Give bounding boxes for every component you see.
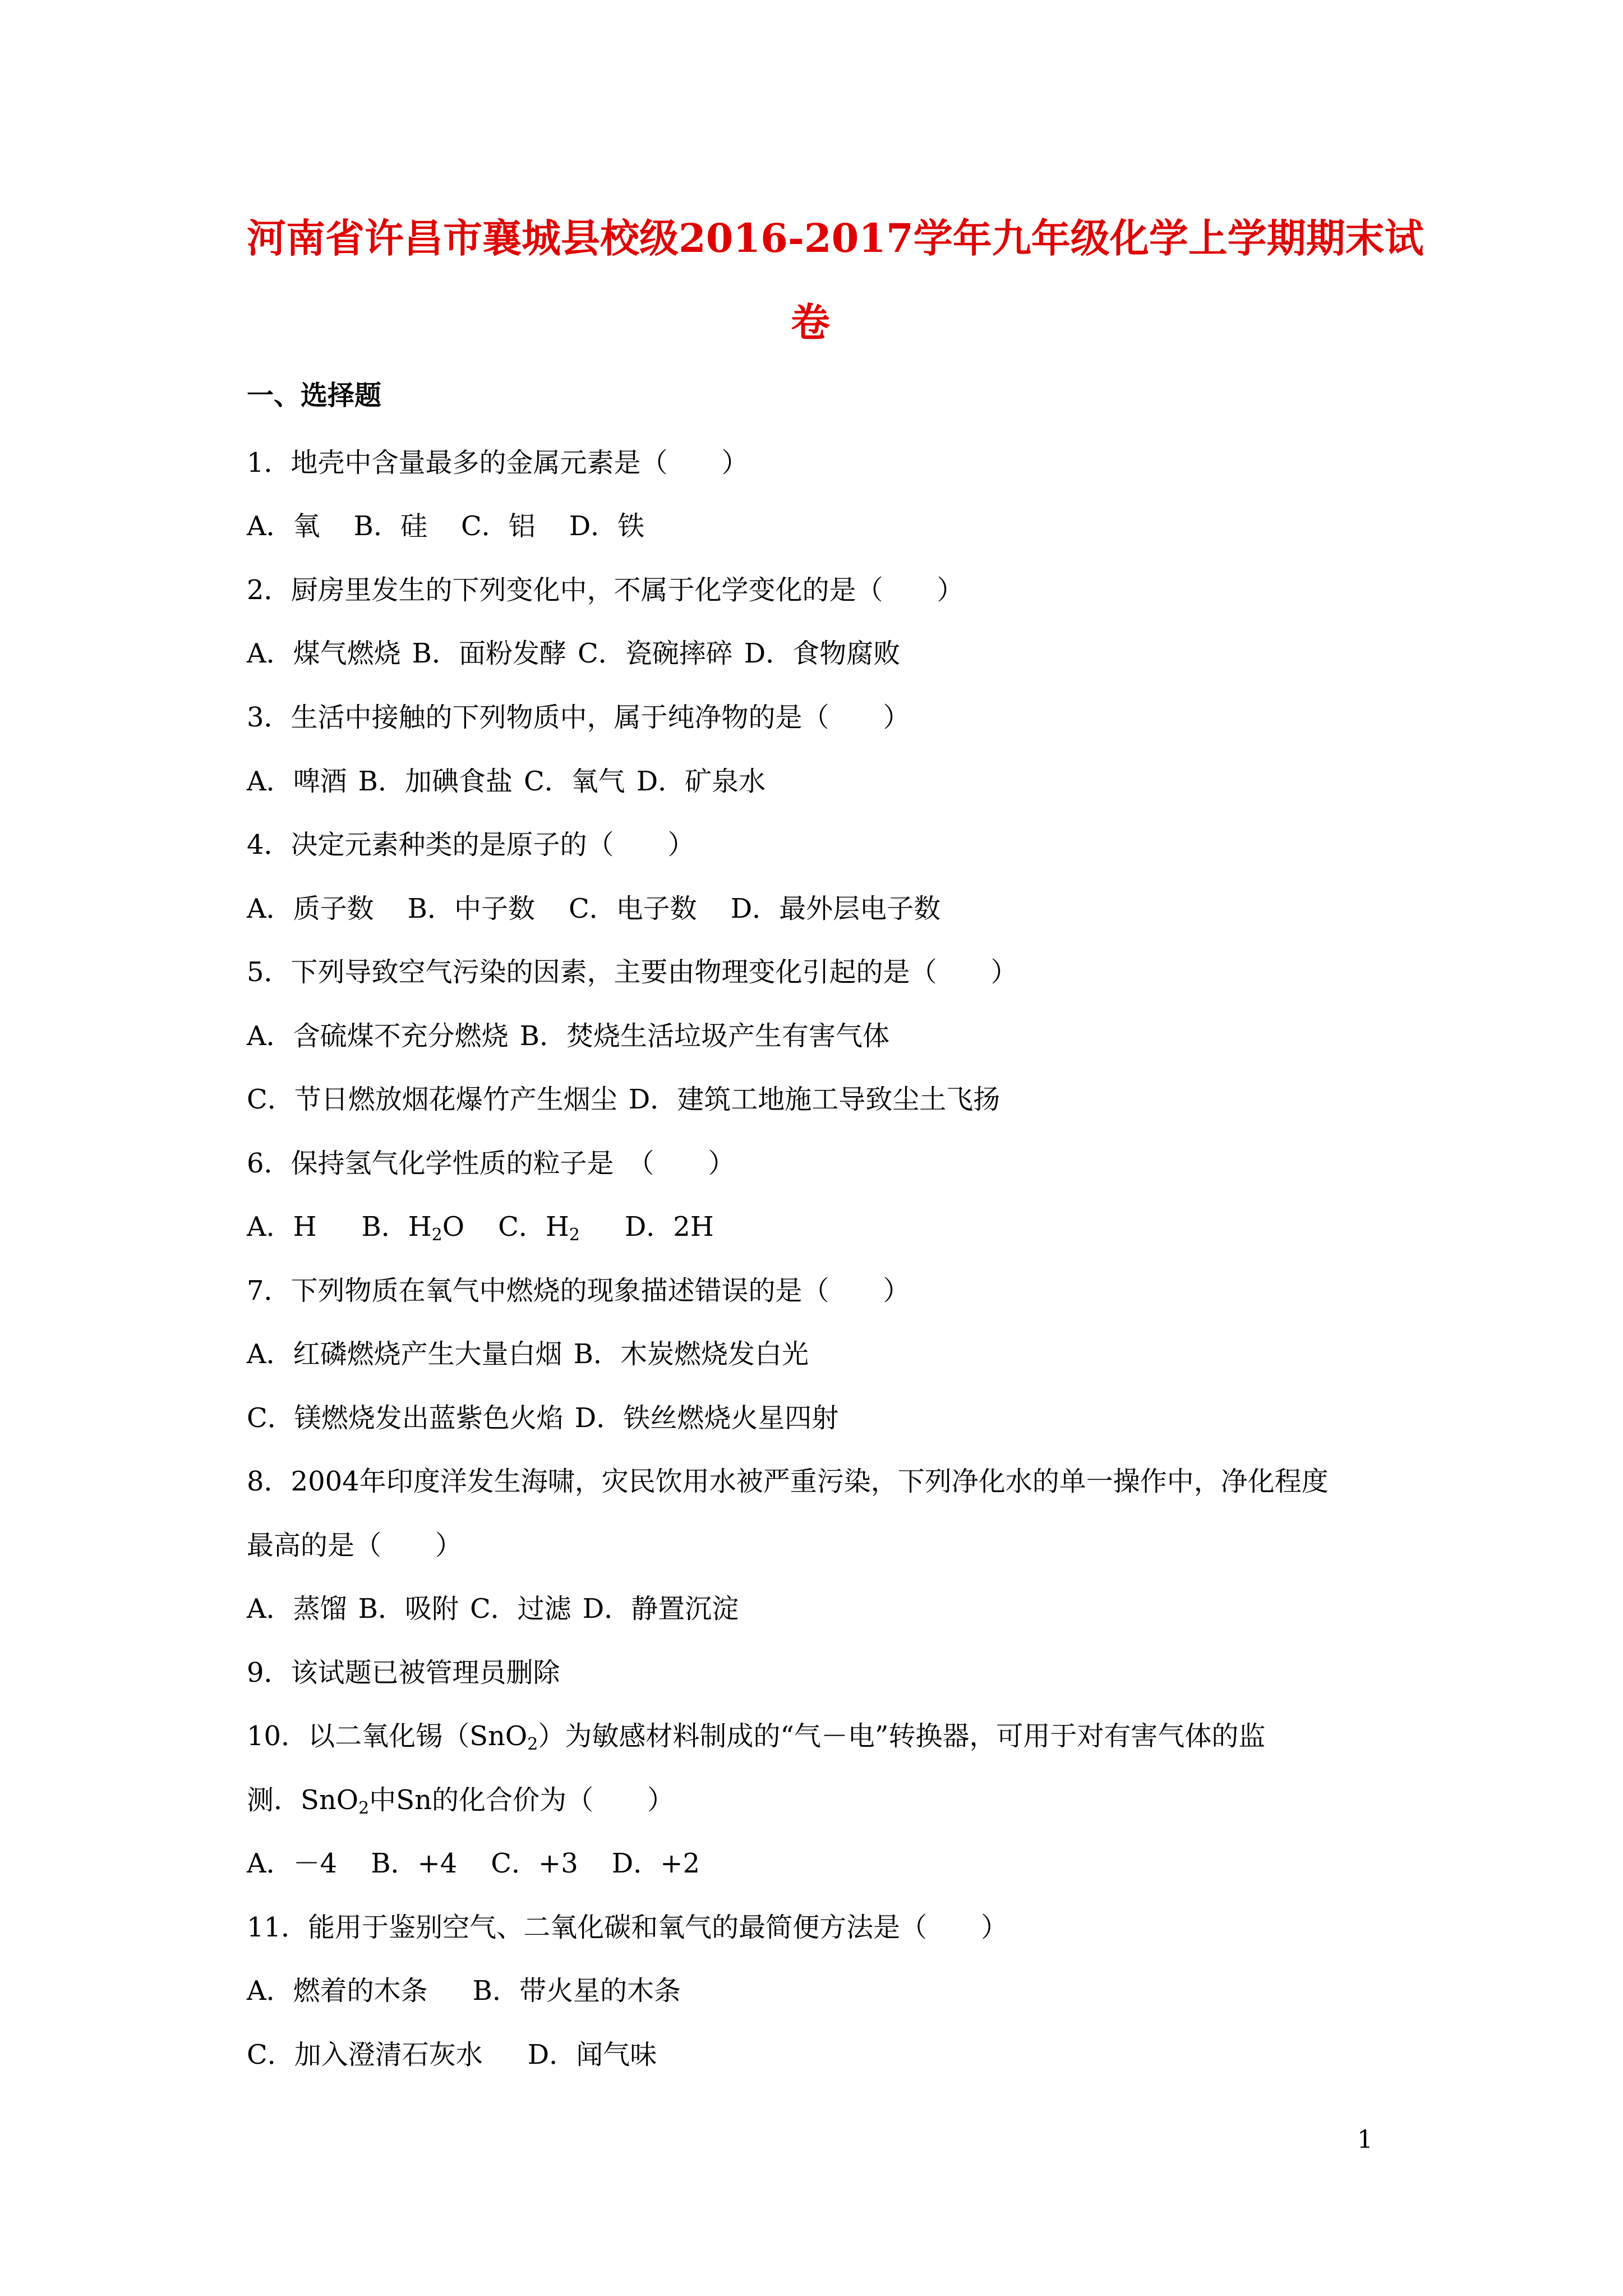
q4-option-a: A．质子数 bbox=[247, 893, 374, 924]
q10-line-1-suffix: ）为敏感材料制成的“气－电”转换器，可用于对有害气体的监 bbox=[538, 1720, 1266, 1752]
section-heading: 一、选择题 bbox=[247, 380, 382, 411]
question-11-options-row-2 bbox=[247, 2038, 657, 2072]
question-7-options-row-1 bbox=[247, 1337, 809, 1371]
q11-option-b: B．带火星的木条 bbox=[472, 1975, 681, 2007]
q10-line-2-prefix: 测．SnO bbox=[247, 1784, 359, 1816]
q1-option-d: D．铁 bbox=[569, 510, 645, 542]
q6-option-a: A．H bbox=[247, 1211, 317, 1243]
q7-option-c: C．镁燃烧发出蓝紫色火焰 bbox=[247, 1402, 564, 1434]
question-10-options bbox=[247, 1847, 700, 1880]
q4-option-d: D．最外层电子数 bbox=[730, 893, 941, 924]
q5-option-d: D．建筑工地施工导致尘土飞扬 bbox=[628, 1084, 1000, 1115]
question-9-stem: 9．该试题已被管理员删除 bbox=[247, 1657, 560, 1688]
q8-option-a: A．蒸馏 bbox=[247, 1593, 347, 1625]
q8-option-c: C．过滤 bbox=[469, 1593, 571, 1625]
q6-option-b bbox=[362, 1210, 465, 1244]
q6-option-d: D．2H bbox=[624, 1211, 714, 1243]
question-10-stem-line-1 bbox=[247, 1719, 1265, 1753]
question-2-stem: 2．厨房里发生的下列变化中，不属于化学变化的是（ ） bbox=[247, 574, 964, 606]
q4-option-c: C．电子数 bbox=[568, 893, 697, 924]
q10-option-b: B．+4 bbox=[371, 1848, 458, 1879]
question-11-options-row-1 bbox=[247, 1974, 681, 2008]
q3-option-b: B．加碘食盐 bbox=[358, 766, 513, 797]
q5-option-c: C．节日燃放烟花爆竹产生烟尘 bbox=[247, 1084, 617, 1115]
question-6-stem: 6．保持氢气化学性质的粒子是 （ ） bbox=[247, 1148, 735, 1179]
question-4-options bbox=[247, 892, 940, 926]
q10-line-1-prefix: 10．以二氧化锡（SnO bbox=[247, 1720, 528, 1752]
q6-option-c-subscript: 2 bbox=[569, 1225, 580, 1245]
q10-option-c: C．+3 bbox=[491, 1848, 578, 1879]
q1-option-b: B．硅 bbox=[353, 510, 427, 542]
q10-line-2-subscript: 2 bbox=[358, 1798, 370, 1818]
question-4-stem: 4．决定元素种类的是原子的（ ） bbox=[247, 829, 695, 861]
question-1-options bbox=[247, 509, 644, 543]
page-number: 1 bbox=[1357, 2125, 1373, 2154]
q11-option-c: C．加入澄清石灰水 bbox=[247, 2039, 483, 2070]
q7-option-b: B．木炭燃烧发白光 bbox=[573, 1338, 809, 1370]
q10-line-2-suffix: 中Sn的化合价为（ ） bbox=[369, 1784, 675, 1816]
q6-option-c-prefix: C．H bbox=[498, 1211, 569, 1243]
q6-option-b-prefix: B．H bbox=[361, 1211, 432, 1243]
question-1-stem: 1．地壳中含量最多的金属元素是（ ） bbox=[247, 447, 749, 478]
q5-option-a: A．含硫煤不充分燃烧 bbox=[247, 1020, 509, 1052]
q1-option-c: C．铝 bbox=[460, 510, 536, 542]
q3-option-c: C．氧气 bbox=[523, 766, 625, 797]
q6-option-c bbox=[498, 1210, 580, 1244]
q11-option-a: A．燃着的木条 bbox=[247, 1975, 428, 2007]
q2-option-d: D．食物腐败 bbox=[744, 638, 901, 669]
q8-option-b: B．吸附 bbox=[358, 1593, 459, 1625]
question-8-options bbox=[247, 1592, 739, 1626]
q1-option-a: A．氧 bbox=[247, 510, 320, 542]
exam-title-line-1: 河南省许昌市襄城县校级2016-2017学年九年级化学上学期期末试 bbox=[247, 215, 1424, 261]
question-7-options-row-2 bbox=[247, 1401, 838, 1435]
q2-option-a: A．煤气燃烧 bbox=[247, 638, 401, 669]
q11-option-d: D．闻气味 bbox=[527, 2039, 657, 2070]
q6-option-b-subscript: 2 bbox=[431, 1225, 442, 1245]
question-8-stem-line-1: 8．2004年印度洋发生海啸，灾民饮用水被严重污染，下列净化水的单一操作中，净化程度 bbox=[247, 1466, 1329, 1497]
q2-option-b: B．面粉发酵 bbox=[412, 638, 566, 669]
question-10-stem-line-2 bbox=[247, 1783, 674, 1817]
question-2-options bbox=[247, 637, 900, 670]
exam-title-line-2: 卷 bbox=[791, 299, 830, 346]
question-3-stem: 3．生活中接触的下列物质中，属于纯净物的是（ ） bbox=[247, 702, 910, 733]
question-5-options-row-2 bbox=[247, 1083, 1000, 1116]
q7-option-a: A．红磷燃烧产生大量白烟 bbox=[247, 1338, 562, 1370]
q3-option-d: D．矿泉水 bbox=[636, 766, 766, 797]
q10-option-d: D．+2 bbox=[611, 1848, 700, 1879]
q3-option-a: A．啤酒 bbox=[247, 766, 347, 797]
question-8-stem-line-2: 最高的是（ ） bbox=[247, 1530, 463, 1561]
q4-option-b: B．中子数 bbox=[407, 893, 535, 924]
q10-option-a: A．－4 bbox=[247, 1848, 338, 1879]
q7-option-d: D．铁丝燃烧火星四射 bbox=[574, 1402, 839, 1434]
q2-option-c: C．瓷碗摔碎 bbox=[577, 638, 733, 669]
q8-option-d: D．静置沉淀 bbox=[582, 1593, 739, 1625]
question-11-stem: 11．能用于鉴别空气、二氧化碳和氧气的最简便方法是（ ） bbox=[247, 1912, 1008, 1943]
question-5-options-row-1 bbox=[247, 1019, 889, 1053]
question-6-options bbox=[247, 1210, 714, 1244]
q5-option-b: B．焚烧生活垃圾产生有害气体 bbox=[519, 1020, 889, 1052]
q6-option-b-suffix: O bbox=[442, 1211, 465, 1243]
q10-line-1-subscript: 2 bbox=[527, 1734, 538, 1754]
question-3-options bbox=[247, 765, 766, 798]
question-7-stem: 7．下列物质在氧气中燃烧的现象描述错误的是（ ） bbox=[247, 1275, 910, 1306]
question-5-stem: 5．下列导致空气污染的因素，主要由物理变化引起的是（ ） bbox=[247, 956, 1018, 988]
